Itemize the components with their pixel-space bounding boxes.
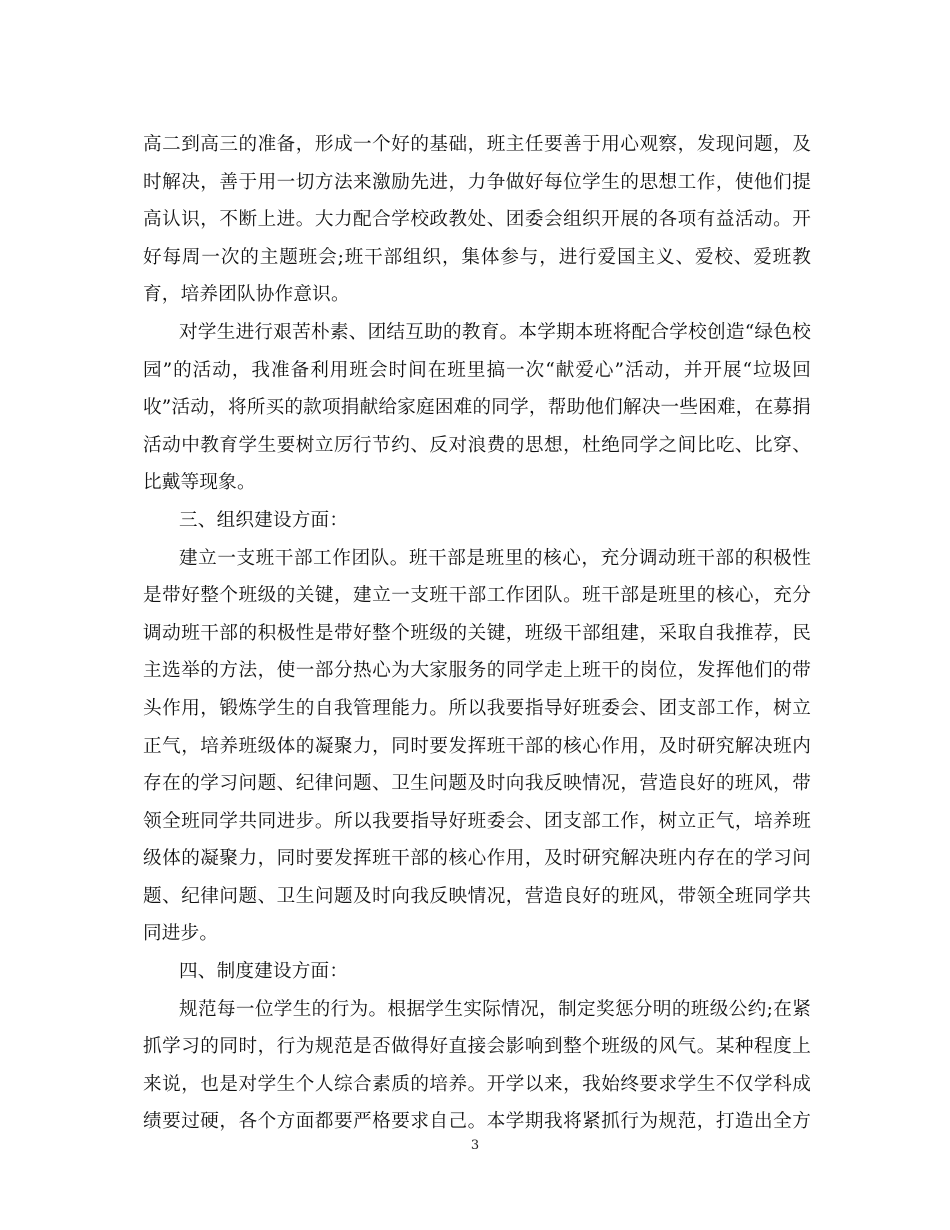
text-line: 对学生进行艰苦朴素、团结互助的教育。本学期本班将配合学校创造“绿色校 bbox=[179, 321, 811, 343]
text-line: 四、制度建设方面： bbox=[179, 961, 349, 983]
text-line: 正气，培养班级体的凝聚力，同时要发挥班干部的核心作用，及时研究解决班内 bbox=[143, 735, 811, 757]
text-line: 存在的学习问题、纪律问题、卫生问题及时向我反映情况，营造良好的班风，带 bbox=[143, 773, 811, 795]
text-line: 是带好整个班级的关键，建立一支班干部工作团队。班干部是班里的核心，充分 bbox=[143, 585, 811, 607]
text-line: 好每周一次的主题班会;班干部组织，集体参与，进行爱国主义、爱校、爱班教 bbox=[143, 246, 811, 268]
text-line: 主选举的方法，使一部分热心为大家服务的同学走上班干的岗位，发挥他们的带 bbox=[143, 660, 811, 682]
text-line: 来说，也是对学生个人综合素质的培养。开学以来，我始终要求学生不仅学科成 bbox=[143, 1073, 811, 1095]
text-line: 绩要过硬，各个方面都要严格要求自己。本学期我将紧抓行为规范，打造出全方 bbox=[143, 1111, 811, 1133]
text-line: 建立一支班干部工作团队。班干部是班里的核心，充分调动班干部的积极性 bbox=[179, 547, 811, 569]
text-line: 调动班干部的积极性是带好整个班级的关键，班级干部组建，采取自我推荐，民 bbox=[143, 622, 811, 644]
text-line: 时解决，善于用一切方法来激励先进，力争做好每位学生的思想工作，使他们提 bbox=[143, 171, 811, 193]
text-line: 活动中教育学生要树立厉行节约、反对浪费的思想，杜绝同学之间比吃、比穿、 bbox=[143, 434, 811, 456]
text-line: 高二到高三的准备，形成一个好的基础，班主任要善于用心观察，发现问题，及 bbox=[143, 134, 811, 155]
text-line: 抓学习的同时，行为规范是否做得好直接会影响到整个班级的风气。某种程度上 bbox=[143, 1036, 811, 1058]
text-line: 规范每一位学生的行为。根据学生实际情况，制定奖惩分明的班级公约;在紧 bbox=[179, 998, 811, 1020]
text-line: 高认识，不断上进。大力配合学校政教处、团委会组织开展的各项有益活动。开 bbox=[143, 209, 811, 231]
text-line: 收”活动，将所买的款项捐献给家庭困难的同学，帮助他们解决一些困难，在募捐 bbox=[143, 397, 811, 419]
text-line: 头作用，锻炼学生的自我管理能力。所以我要指导好班委会、团支部工作，树立 bbox=[143, 697, 811, 719]
text-line: 同进步。 bbox=[143, 923, 219, 945]
text-line: 题、纪律问题、卫生问题及时向我反映情况，营造良好的班风，带领全班同学共 bbox=[143, 885, 811, 907]
text-line: 园”的活动，我准备利用班会时间在班里搞一次“献爱心”活动，并开展“垃圾回 bbox=[143, 359, 811, 381]
text-line: 领全班同学共同进步。所以我要指导好班委会、团支部工作，树立正气，培养班 bbox=[143, 810, 811, 832]
document-body bbox=[143, 126, 811, 1141]
text-line: 比戴等现象。 bbox=[143, 472, 256, 494]
text-line: 级体的凝聚力，同时要发挥班干部的核心作用，及时研究解决班内存在的学习问 bbox=[143, 848, 811, 870]
page-number: 3 bbox=[470, 1138, 480, 1153]
text-line: 三、组织建设方面： bbox=[179, 509, 349, 531]
text-line: 育，培养团队协作意识。 bbox=[143, 284, 350, 306]
